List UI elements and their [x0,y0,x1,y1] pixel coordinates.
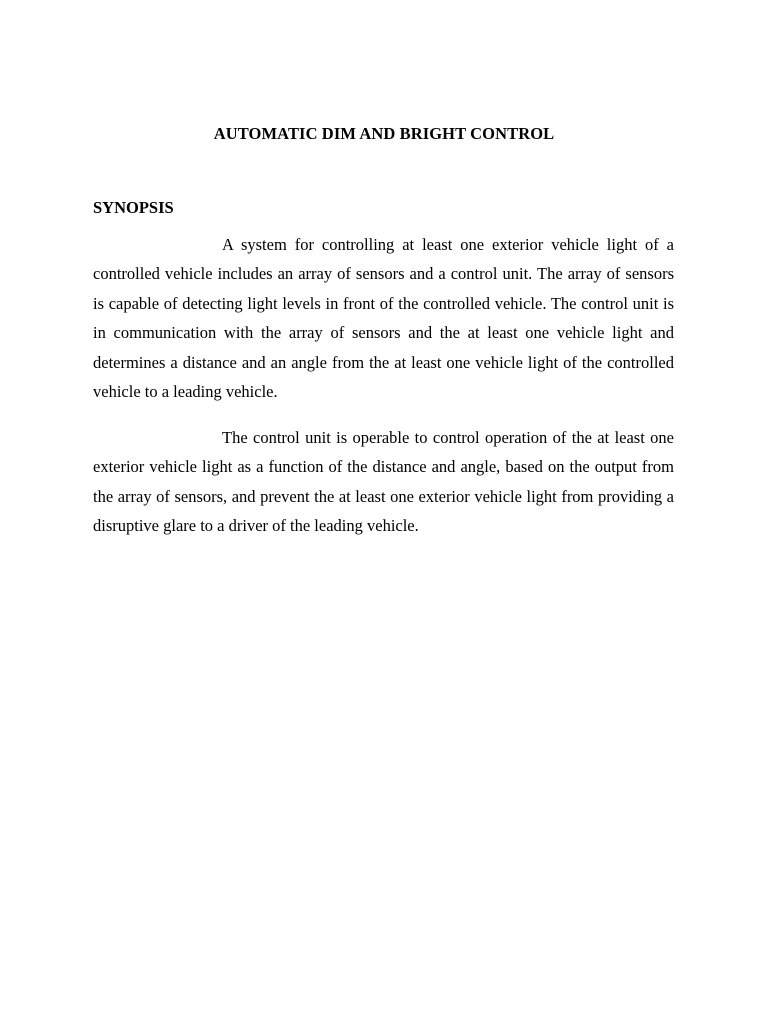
section-heading-synopsis: SYNOPSIS [93,198,174,217]
synopsis-paragraph-2: The control unit is operable to control operation of the at least one exterior vehicle light as a function of the distance and angle, based on the output from the array of sensors, and prevent the at least one exterior vehicle light from providing a disruptive glare to a driver of the leading vehicle. [93,428,674,536]
synopsis-paragraph-1: A system for controlling at least one exterior vehicle light of a controlled vehicle includes an array of sensors and a control unit. The array of sensors is capable of detecting light levels in front of the controlled vehicle. The control unit is in communication with the array of sensors and the at least one vehicle light and determines a distance and an angle from the at least one vehicle light of the controlled vehicle to a leading vehicle. [93,235,674,402]
document-title: AUTOMATIC DIM AND BRIGHT CONTROL [213,124,555,143]
